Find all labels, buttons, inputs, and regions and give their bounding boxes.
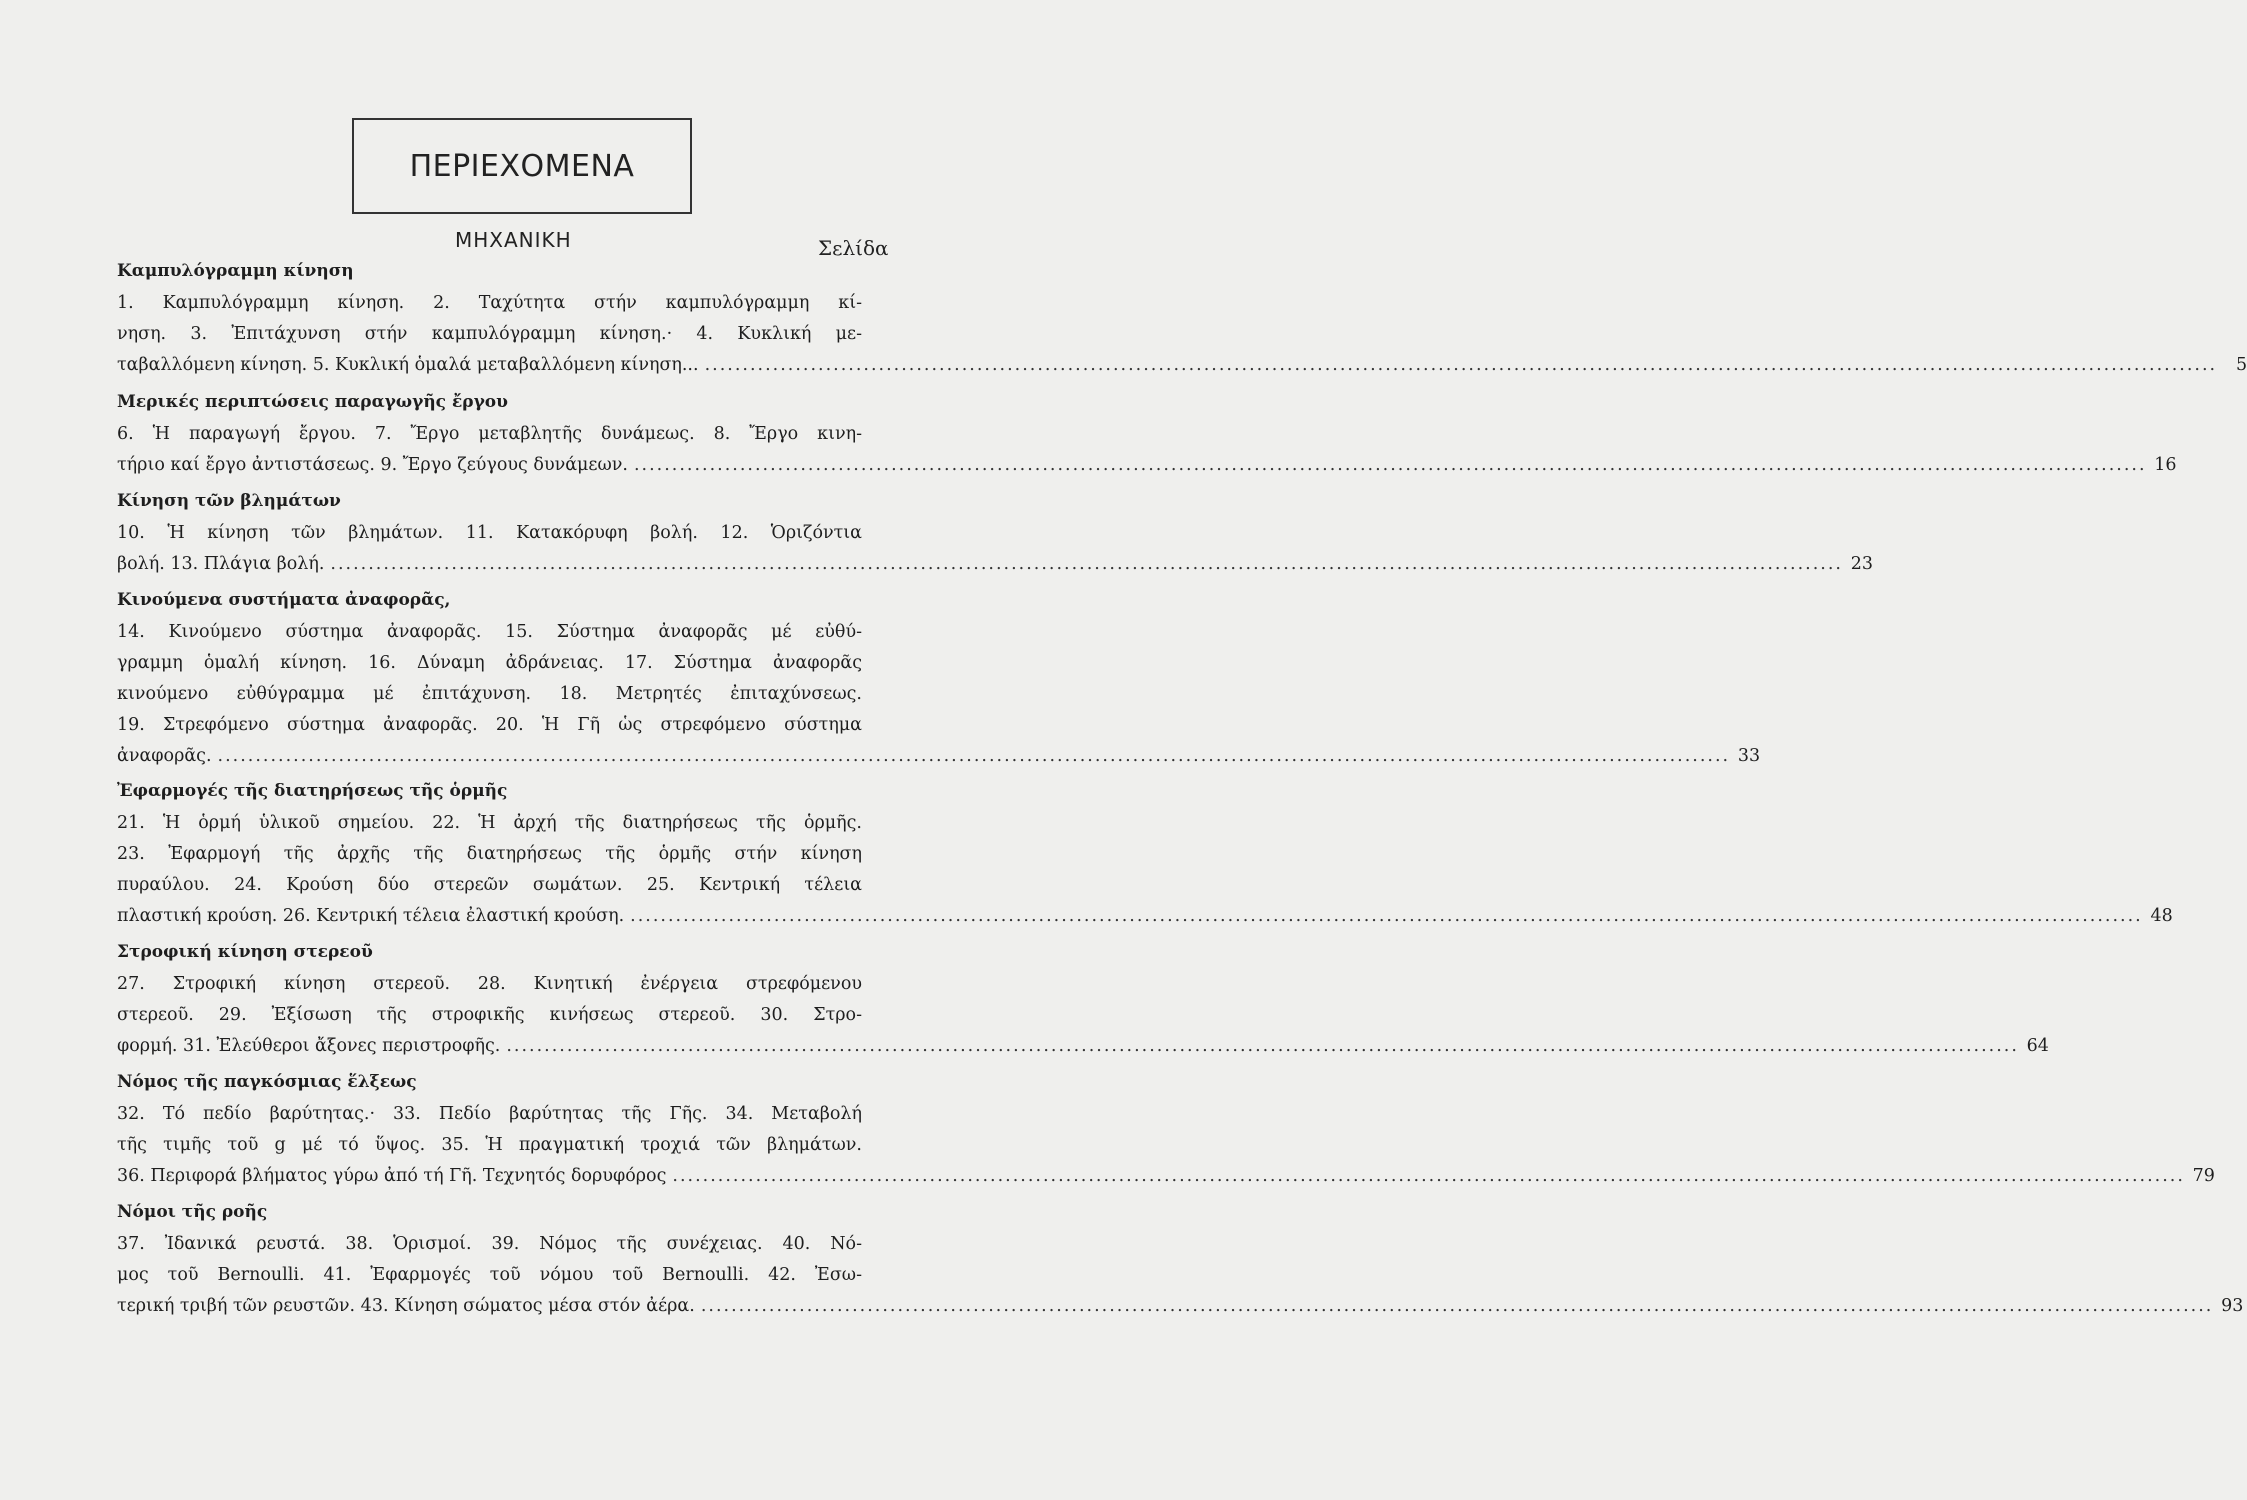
- toc-entry: [117, 969, 2049, 1062]
- table-of-contents: [117, 260, 2247, 1330]
- toc-section: [117, 780, 2173, 932]
- toc-entry: [117, 1099, 2215, 1192]
- toc-entry: [117, 808, 2173, 932]
- entry-last-line: [117, 741, 1761, 772]
- entry-line: 19. Στρεφόμενο σύστημα ἀναφορᾶς. 20. Ἡ Γῆ ὡς στρεφόμενο σύστημα: [117, 715, 862, 735]
- section-title: Ἐφαρμογές τῆς διατηρήσεως τῆς ὁρμῆς: [117, 781, 508, 801]
- entry-line: τῆς τιμῆς τοῦ g μέ τό ὕψος. 35. Ἡ πραγματική τροχιά τῶν βλημάτων.: [117, 1135, 862, 1155]
- entry-last-line: [117, 1161, 2215, 1192]
- entry-line: μος τοῦ Bernoulli. 41. Ἐφαρμογές τοῦ νόμου τοῦ Bernoulli. 42. Ἐσω-: [117, 1265, 862, 1285]
- page-number: 93: [2221, 1296, 2244, 1316]
- entry-line: νηση. 3. Ἐπιτάχυνση στήν καμπυλόγραμμη κίνηση.· 4. Κυκλική με-: [117, 324, 862, 344]
- entry-line: 37. Ἰδανικά ρευστά. 38. Ὁρισμοί. 39. Νόμος τῆς συνέχειας. 40. Νό-: [117, 1234, 862, 1254]
- entry-line: κινούμενο εὐθύγραμμα μέ ἐπιτάχυνση. 18. Μετρητές ἐπιταχύνσεως.: [117, 684, 862, 704]
- entry-text: βολή. 13. Πλάγια βολή.: [117, 554, 325, 574]
- section-title: Στροφική κίνηση στερεοῦ: [117, 942, 373, 962]
- toc-entry: [117, 518, 1873, 580]
- dot-leader: ........................................................................................................................................................................................................: [704, 355, 2218, 375]
- toc-section: [117, 941, 2049, 1062]
- entry-line: 32. Τό πεδίο βαρύτητας.· 33. Πεδίο βαρύτητας τῆς Γῆς. 34. Μεταβολή: [117, 1104, 862, 1124]
- toc-section: [117, 589, 1761, 772]
- entry-line: στερεοῦ. 29. Ἐξίσωση τῆς στροφικῆς κινήσεως στερεοῦ. 30. Στρο-: [117, 1005, 862, 1025]
- page-number: 64: [2026, 1036, 2049, 1056]
- section-title: Νόμος τῆς παγκόσμιας ἕλξεως: [117, 1072, 417, 1092]
- dot-leader: ........................................................................................................................................................................................................: [672, 1166, 2185, 1186]
- entry-line: 14. Κινούμενο σύστημα ἀναφορᾶς. 15. Σύστημα ἀναφορᾶς μέ εὐθύ-: [117, 622, 862, 642]
- toc-section: [117, 260, 2247, 381]
- entry-line: πυραύλου. 24. Κρούση δύο στερεῶν σωμάτων. 25. Κεντρική τέλεια: [117, 875, 862, 895]
- entry-line: 6. Ἡ παραγωγή ἔργου. 7. Ἔργο μεταβλητῆς δυνάμεως. 8. Ἔργο κινη-: [117, 424, 862, 444]
- entry-text: ταβαλλόμενη κίνηση. 5. Κυκλική ὁμαλά μεταβαλλόμενη κίνηση...: [117, 355, 699, 375]
- entry-line: γραμμη ὁμαλή κίνηση. 16. Δύναμη ἀδράνειας. 17. Σύστημα ἀναφορᾶς: [117, 653, 862, 673]
- page-number: 5: [2235, 355, 2247, 375]
- entry-line: 21. Ἡ ὁρμή ὑλικοῦ σημείου. 22. Ἡ ἀρχή τῆς διατηρήσεως τῆς ὁρμῆς.: [117, 813, 862, 833]
- entry-text: τερική τριβή τῶν ρευστῶν. 43. Κίνηση σώματος μέσα στόν ἀέρα.: [117, 1296, 695, 1316]
- toc-section: [117, 1071, 2215, 1192]
- section-title: Νόμοι τῆς ροῆς: [117, 1202, 268, 1222]
- page-number: 48: [2150, 906, 2173, 926]
- dot-leader: ........................................................................................................................................................................................................: [633, 455, 2147, 475]
- entry-line: 27. Στροφική κίνηση στερεοῦ. 28. Κινητική ἐνέργεια στρεφόμενου: [117, 974, 862, 994]
- entry-line: 1. Καμπυλόγραμμη κίνηση. 2. Ταχύτητα στήν καμπυλόγραμμη κί-: [117, 293, 862, 313]
- entry-last-line: [117, 1031, 2049, 1062]
- section-title: Κινούμενα συστήματα ἀναφορᾶς,: [117, 590, 451, 610]
- toc-entry: [117, 617, 1761, 772]
- entry-last-line: [117, 1291, 2244, 1322]
- entry-text: τήριο καί ἔργο ἀντιστάσεως. 9. Ἔργο ζεύγους δυνάμεων.: [117, 455, 628, 475]
- dot-leader: ........................................................................................................................................................................................................: [217, 746, 1731, 766]
- toc-entry: [117, 1229, 2244, 1322]
- entry-text: φορμή. 31. Ἐλεύθεροι ἄξονες περιστροφῆς.: [117, 1036, 501, 1056]
- toc-section: [117, 490, 1873, 580]
- entry-text: πλαστική κρούση. 26. Κεντρική τέλεια ἐλαστική κρούση.: [117, 906, 625, 926]
- toc-entry: [117, 288, 2247, 381]
- subject-heading: ΜΗΧΑΝΙΚΗ: [455, 228, 572, 252]
- toc-entry: [117, 419, 2177, 481]
- section-title: Μερικές περιπτώσεις παραγωγῆς ἔργου: [117, 392, 508, 412]
- dot-leader: ........................................................................................................................................................................................................: [700, 1296, 2214, 1316]
- dot-leader: ........................................................................................................................................................................................................: [330, 554, 1843, 574]
- entry-text: 36. Περιφορά βλήματος γύρω ἀπό τή Γῆ. Τεχνητός δορυφόρος: [117, 1166, 667, 1186]
- entry-last-line: [117, 549, 1873, 580]
- toc-section: [117, 1201, 2244, 1322]
- page-number: 23: [1850, 554, 1873, 574]
- dot-leader: ........................................................................................................................................................................................................: [506, 1036, 2019, 1056]
- page-column-label: Σελίδα: [818, 236, 889, 260]
- entry-last-line: [117, 901, 2173, 932]
- dot-leader: ........................................................................................................................................................................................................: [630, 906, 2143, 926]
- title-box: [352, 118, 692, 214]
- page-number: 79: [2192, 1166, 2215, 1186]
- section-title: Καμπυλόγραμμη κίνηση: [117, 261, 354, 281]
- entry-last-line: [117, 350, 2247, 381]
- entry-text: ἀναφορᾶς.: [117, 746, 212, 766]
- page-number: 16: [2154, 455, 2177, 475]
- entry-line: 10. Ἡ κίνηση τῶν βλημάτων. 11. Κατακόρυφη βολή. 12. Ὁριζόντια: [117, 523, 862, 543]
- toc-section: [117, 391, 2177, 481]
- entry-last-line: [117, 450, 2177, 481]
- section-title: Κίνηση τῶν βλημάτων: [117, 491, 341, 511]
- entry-line: 23. Ἐφαρμογή τῆς ἀρχῆς τῆς διατηρήσεως τῆς ὁρμῆς στήν κίνηση: [117, 844, 862, 864]
- page-title: ΠΕΡΙΕΧΟΜΕΝΑ: [409, 148, 635, 184]
- page-number: 33: [1737, 746, 1761, 766]
